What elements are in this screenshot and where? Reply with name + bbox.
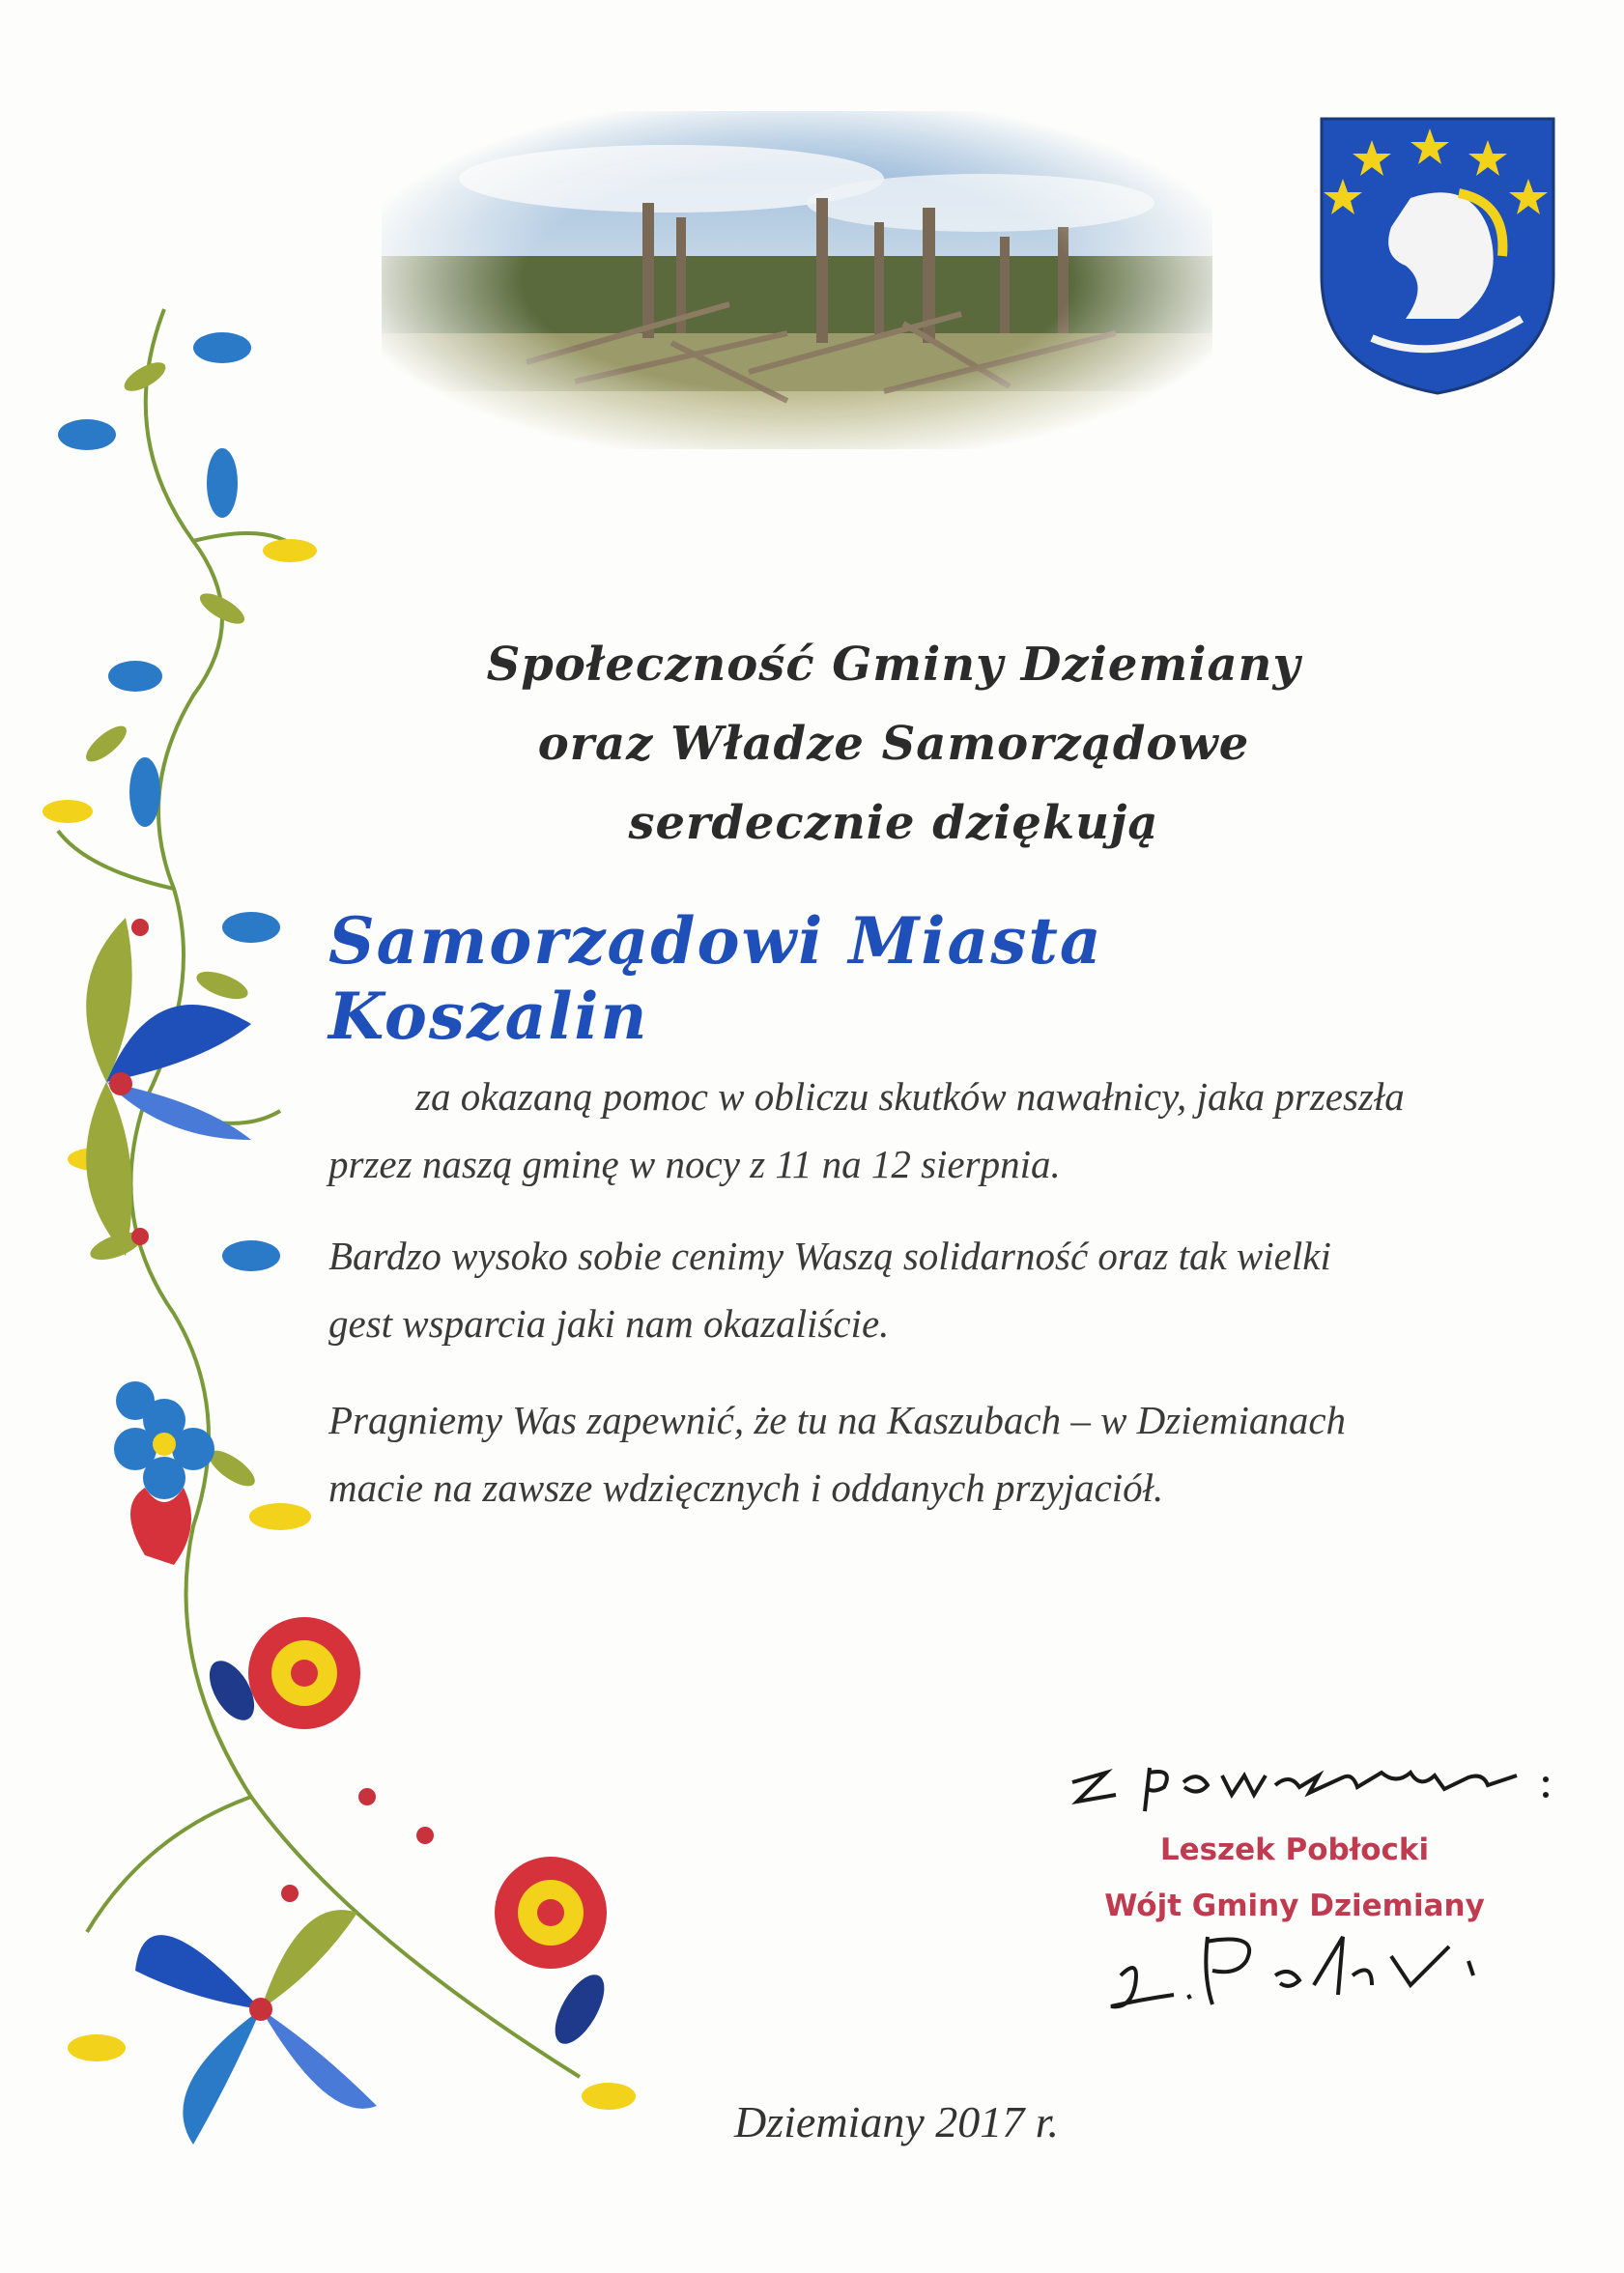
- p2-line-1: Bardzo wysoko sobie cenimy Waszą solidarność oraz tak wielki: [328, 1234, 1331, 1278]
- body-paragraph-3: [328, 1386, 1584, 1521]
- heading-line-2: oraz Władze Samorządowe: [537, 717, 1250, 771]
- signatory-title: Wójt Gminy Dziemiany: [1104, 1889, 1485, 1923]
- place-and-date: Dziemiany 2017 r.: [734, 2097, 1060, 2146]
- handwritten-signature: [1082, 1918, 1526, 2024]
- heading-line-3: serdecznie dziękują: [628, 796, 1159, 850]
- p1-line-1: za okazaną pomoc w obliczu skutków nawałnicy, jaka przeszła: [415, 1074, 1405, 1119]
- heading-line-1: Społeczność Gminy Dziemiany: [486, 638, 1301, 692]
- handwritten-salutation: [1063, 1729, 1565, 1816]
- body-paragraph-1: [328, 1063, 1584, 1198]
- p2-line-2: gest wsparcia jaki nam okazaliście.: [328, 1301, 890, 1346]
- body-paragraph-2: [328, 1222, 1584, 1357]
- p1-line-2: przez naszą gminę w nocy z 11 na 12 sierpnia.: [328, 1142, 1061, 1186]
- p3-line-1: Pragniemy Was zapewnić, że tu na Kaszubach – w Dziemianach: [328, 1398, 1347, 1442]
- p3-line-2: macie na zawsze wdzięcznych i oddanych przyjaciół.: [328, 1465, 1164, 1510]
- signatory-name: Leszek Pobłocki: [1159, 1833, 1430, 1867]
- recipient-name: Samorządowi Miasta Koszalin: [328, 903, 1103, 1054]
- coat-of-arms-icon: [1314, 111, 1561, 401]
